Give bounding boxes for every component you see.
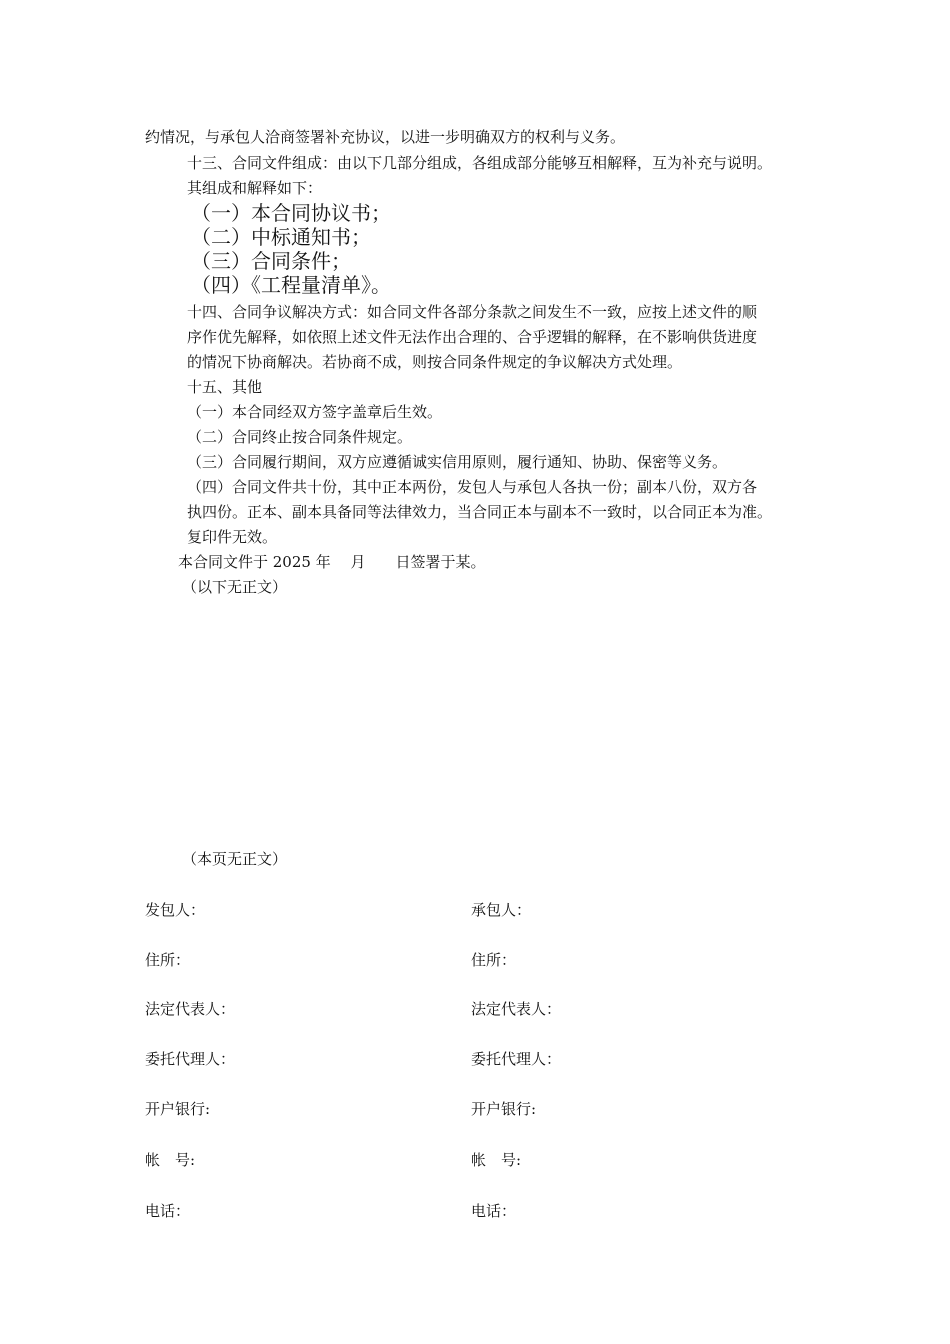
clause-13-line-1: 十三、合同文件组成：由以下几部分组成，各组成部分能够互相解释，互为补充与说明。 [187, 154, 773, 172]
clause-15-item-1: （一）本合同经双方签字盖章后生效。 [187, 403, 443, 421]
employer-phone-label: 电话： [145, 1202, 191, 1220]
clause-15-item-2: （二）合同终止按合同条件规定。 [187, 428, 413, 446]
signing-date-line: 本合同文件于 2025 年 月 日签署于某。 [178, 553, 486, 571]
contractor-account-label: 帐 号: [471, 1151, 522, 1169]
clause-15-item-4-line-1: （四）合同文件共十份，其中正本两份，发包人与承包人各执一份；副本八份，双方各 [187, 478, 758, 496]
contractor-label: 承包人： [471, 901, 532, 919]
paragraph-continuation: 约情况，与承包人洽商签署补充协议，以进一步明确双方的权利与义务。 [145, 128, 626, 146]
clause-15-title: 十五、其他 [187, 378, 263, 396]
contractor-phone-label: 电话： [471, 1202, 517, 1220]
no-text-below-note: （以下无正文） [182, 578, 288, 596]
clause-13-line-2: 其组成和解释如下： [187, 179, 323, 197]
employer-legal-rep-label: 法定代表人： [145, 1000, 236, 1018]
contractor-bank-label: 开户银行: [471, 1100, 537, 1118]
clause-14-line-3: 的情况下协商解决。若协商不成，则按合同条件规定的争议解决方式处理。 [187, 353, 683, 371]
contractor-address-label: 住所： [471, 951, 517, 969]
document-item-4: （四）《工程量清单》。 [191, 273, 391, 297]
clause-15-item-4-line-3: 复印件无效。 [187, 528, 278, 546]
clause-15-item-4-line-2: 执四份。正本、副本具备同等法律效力，当合同正本与副本不一致时，以合同正本为准。 [187, 503, 773, 521]
employer-label: 发包人： [145, 901, 206, 919]
employer-bank-label: 开户银行: [145, 1100, 211, 1118]
employer-address-label: 住所： [145, 951, 191, 969]
contractor-legal-rep-label: 法定代表人： [471, 1000, 562, 1018]
clause-14-line-2: 序作优先解释，如依照上述文件无法作出合理的、合乎逻辑的解释，在不影响供货进度 [187, 328, 758, 346]
employer-account-label: 帐 号: [145, 1151, 196, 1169]
clause-14-line-1: 十四、合同争议解决方式：如合同文件各部分条款之间发生不一致，应按上述文件的顺 [187, 303, 758, 321]
contractor-agent-label: 委托代理人： [471, 1050, 562, 1068]
document-item-1: （一）本合同协议书； [191, 201, 391, 225]
clause-15-item-3: （三）合同履行期间，双方应遵循诚实信用原则，履行通知、协助、保密等义务。 [187, 453, 728, 471]
employer-agent-label: 委托代理人： [145, 1050, 236, 1068]
document-item-2: （二）中标通知书； [191, 225, 371, 249]
document-item-3: （三）合同条件； [191, 249, 351, 273]
no-text-page-note: （本页无正文） [182, 850, 288, 868]
